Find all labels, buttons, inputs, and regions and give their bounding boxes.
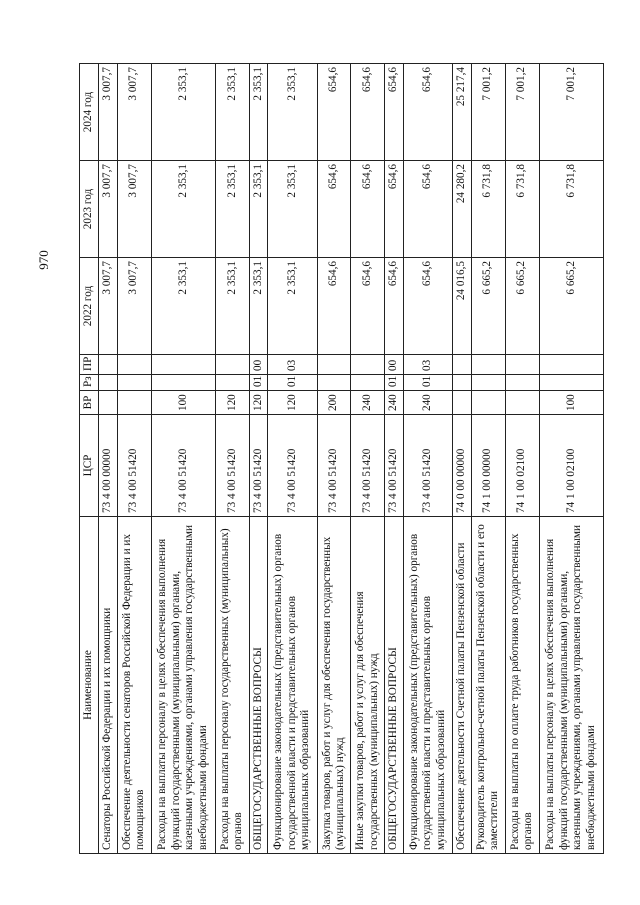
cell-y2022: 654,6 bbox=[403, 258, 452, 355]
cell-name: Руководитель контрольно-счетной палаты Пензенской области и его заместители bbox=[471, 517, 505, 854]
cell-rz bbox=[351, 375, 385, 391]
cell-y2022: 2 353,1 bbox=[215, 258, 249, 355]
cell-name: ОБЩЕГОСУДАРСТВЕННЫЕ ВОПРОСЫ bbox=[249, 517, 268, 854]
cell-name: Расходы на выплаты персоналу государственных (муниципальных) органов bbox=[215, 517, 249, 854]
cell-y2022: 2 353,1 bbox=[268, 258, 317, 355]
table-header-row bbox=[80, 64, 99, 854]
cell-y2024: 654,6 bbox=[403, 64, 452, 161]
cell-y2022: 3 007,7 bbox=[99, 258, 118, 355]
table-row bbox=[539, 64, 603, 854]
cell-pr bbox=[453, 355, 472, 375]
cell-rz bbox=[215, 375, 249, 391]
cell-y2022: 654,6 bbox=[317, 258, 351, 355]
cell-pr bbox=[471, 355, 505, 375]
cell-csr: 73 4 00 51420 bbox=[117, 415, 151, 517]
cell-y2024: 7 001,2 bbox=[505, 64, 539, 161]
cell-y2024: 2 353,1 bbox=[151, 64, 215, 161]
table-row bbox=[471, 64, 505, 854]
cell-y2022: 2 353,1 bbox=[151, 258, 215, 355]
cell-y2023: 6 731,8 bbox=[539, 161, 603, 258]
cell-y2023: 6 731,8 bbox=[471, 161, 505, 258]
cell-vr: 240 bbox=[403, 391, 452, 415]
cell-pr bbox=[505, 355, 539, 375]
cell-pr: 00 bbox=[249, 355, 268, 375]
cell-y2024: 3 007,7 bbox=[99, 64, 118, 161]
cell-y2022: 654,6 bbox=[385, 258, 404, 355]
cell-y2024: 654,6 bbox=[385, 64, 404, 161]
cell-y2023: 654,6 bbox=[317, 161, 351, 258]
cell-rz: 01 bbox=[403, 375, 452, 391]
cell-vr: 200 bbox=[317, 391, 351, 415]
cell-rz: 01 bbox=[385, 375, 404, 391]
header-2024: 2024 год bbox=[80, 64, 99, 161]
cell-rz bbox=[539, 375, 603, 391]
cell-y2024: 2 353,1 bbox=[268, 64, 317, 161]
cell-vr bbox=[471, 391, 505, 415]
cell-csr: 73 4 00 51420 bbox=[403, 415, 452, 517]
cell-pr bbox=[215, 355, 249, 375]
header-vr: ВР bbox=[80, 391, 99, 415]
table-row bbox=[151, 64, 215, 854]
cell-csr: 73 4 00 51420 bbox=[215, 415, 249, 517]
cell-rz bbox=[453, 375, 472, 391]
cell-vr: 120 bbox=[249, 391, 268, 415]
page-number: 970 bbox=[36, 250, 51, 270]
cell-y2023: 2 353,1 bbox=[151, 161, 215, 258]
table-body bbox=[99, 64, 604, 854]
header-rz: Рз bbox=[80, 375, 99, 391]
cell-pr bbox=[539, 355, 603, 375]
cell-rz: 01 bbox=[249, 375, 268, 391]
cell-csr: 74 0 00 00000 bbox=[453, 415, 472, 517]
cell-y2023: 2 353,1 bbox=[215, 161, 249, 258]
cell-name: Обеспечение деятельности сенаторов Российской Федерации и их помощников bbox=[117, 517, 151, 854]
cell-csr: 73 4 00 51420 bbox=[385, 415, 404, 517]
cell-name: ОБЩЕГОСУДАРСТВЕННЫЕ ВОПРОСЫ bbox=[385, 517, 404, 854]
cell-csr: 73 4 00 51420 bbox=[151, 415, 215, 517]
table-row bbox=[99, 64, 118, 854]
cell-y2023: 6 731,8 bbox=[505, 161, 539, 258]
cell-vr bbox=[117, 391, 151, 415]
cell-rz bbox=[471, 375, 505, 391]
cell-y2023: 654,6 bbox=[351, 161, 385, 258]
cell-name: Расходы на выплаты персоналу в целях обеспечения выполнения функций государственными (муниципальными) органами, казенными учреждениями, органами управления государственными внебюджетными фондами bbox=[151, 517, 215, 854]
cell-pr bbox=[99, 355, 118, 375]
cell-pr: 03 bbox=[403, 355, 452, 375]
cell-vr bbox=[505, 391, 539, 415]
cell-y2023: 3 007,7 bbox=[117, 161, 151, 258]
table-row bbox=[403, 64, 452, 854]
table-row bbox=[268, 64, 317, 854]
table-row bbox=[453, 64, 472, 854]
cell-y2022: 24 016,5 bbox=[453, 258, 472, 355]
cell-rz: 01 bbox=[268, 375, 317, 391]
cell-y2023: 3 007,7 bbox=[99, 161, 118, 258]
cell-name: Обеспечение деятельности Счетной палаты Пензенской области bbox=[453, 517, 472, 854]
cell-y2024: 2 353,1 bbox=[249, 64, 268, 161]
cell-name: Сенаторы Российской Федерации и их помощники bbox=[99, 517, 118, 854]
cell-vr: 100 bbox=[151, 391, 215, 415]
header-2023: 2023 год bbox=[80, 161, 99, 258]
cell-rz bbox=[505, 375, 539, 391]
cell-vr: 120 bbox=[268, 391, 317, 415]
cell-csr: 74 1 00 02100 bbox=[539, 415, 603, 517]
cell-y2022: 6 665,2 bbox=[539, 258, 603, 355]
cell-rz bbox=[317, 375, 351, 391]
cell-vr: 100 bbox=[539, 391, 603, 415]
cell-csr: 73 4 00 51420 bbox=[268, 415, 317, 517]
cell-y2022: 3 007,7 bbox=[117, 258, 151, 355]
cell-y2022: 6 665,2 bbox=[505, 258, 539, 355]
cell-rz bbox=[99, 375, 118, 391]
cell-vr bbox=[453, 391, 472, 415]
cell-y2022: 2 353,1 bbox=[249, 258, 268, 355]
cell-pr bbox=[317, 355, 351, 375]
cell-y2024: 654,6 bbox=[351, 64, 385, 161]
rotated-table-container bbox=[79, 64, 604, 854]
cell-rz bbox=[151, 375, 215, 391]
cell-csr: 74 1 00 00000 bbox=[471, 415, 505, 517]
header-csr: ЦСР bbox=[80, 415, 99, 517]
table-row bbox=[117, 64, 151, 854]
table-row bbox=[505, 64, 539, 854]
header-name: Наименование bbox=[80, 517, 99, 854]
cell-y2023: 654,6 bbox=[403, 161, 452, 258]
table-row bbox=[317, 64, 351, 854]
cell-name: Иные закупки товаров, работ и услуг для обеспечения государственных (муниципальных) нужд bbox=[351, 517, 385, 854]
cell-y2024: 7 001,2 bbox=[471, 64, 505, 161]
cell-y2024: 654,6 bbox=[317, 64, 351, 161]
cell-csr: 73 4 00 51420 bbox=[317, 415, 351, 517]
cell-y2023: 24 280,2 bbox=[453, 161, 472, 258]
cell-y2023: 654,6 bbox=[385, 161, 404, 258]
cell-csr: 73 4 00 00000 bbox=[99, 415, 118, 517]
budget-table bbox=[79, 63, 604, 854]
cell-y2024: 2 353,1 bbox=[215, 64, 249, 161]
cell-vr bbox=[99, 391, 118, 415]
cell-csr: 73 4 00 51420 bbox=[351, 415, 385, 517]
cell-y2024: 25 217,4 bbox=[453, 64, 472, 161]
cell-vr: 120 bbox=[215, 391, 249, 415]
cell-pr: 03 bbox=[268, 355, 317, 375]
header-pr: ПР bbox=[80, 355, 99, 375]
cell-y2023: 2 353,1 bbox=[268, 161, 317, 258]
header-2022: 2022 год bbox=[80, 258, 99, 355]
cell-pr bbox=[117, 355, 151, 375]
cell-y2024: 7 001,2 bbox=[539, 64, 603, 161]
cell-pr bbox=[151, 355, 215, 375]
cell-name: Расходы на выплаты по оплате труда работников государственных органов bbox=[505, 517, 539, 854]
cell-rz bbox=[117, 375, 151, 391]
table-row bbox=[385, 64, 404, 854]
table-row bbox=[249, 64, 268, 854]
cell-name: Функционирование законодательных (представительных) органов государственной власти и представительных органов муниципальных образований bbox=[403, 517, 452, 854]
cell-csr: 74 1 00 02100 bbox=[505, 415, 539, 517]
cell-name: Функционирование законодательных (представительных) органов государственной власти и представительных органов муниципальных образований bbox=[268, 517, 317, 854]
cell-name: Закупка товаров, работ и услуг для обеспечения государственных (муниципальных) нужд bbox=[317, 517, 351, 854]
table-row bbox=[215, 64, 249, 854]
cell-vr: 240 bbox=[385, 391, 404, 415]
cell-csr: 73 4 00 51420 bbox=[249, 415, 268, 517]
table-row bbox=[351, 64, 385, 854]
cell-name: Расходы на выплаты персоналу в целях обеспечения выполнения функций государственными (муниципальными) органами, казенными учреждениями, органами управления государственными внебюджетными фондами bbox=[539, 517, 603, 854]
cell-y2022: 654,6 bbox=[351, 258, 385, 355]
cell-vr: 240 bbox=[351, 391, 385, 415]
cell-y2023: 2 353,1 bbox=[249, 161, 268, 258]
cell-y2022: 6 665,2 bbox=[471, 258, 505, 355]
cell-y2024: 3 007,7 bbox=[117, 64, 151, 161]
cell-pr: 00 bbox=[385, 355, 404, 375]
cell-pr bbox=[351, 355, 385, 375]
